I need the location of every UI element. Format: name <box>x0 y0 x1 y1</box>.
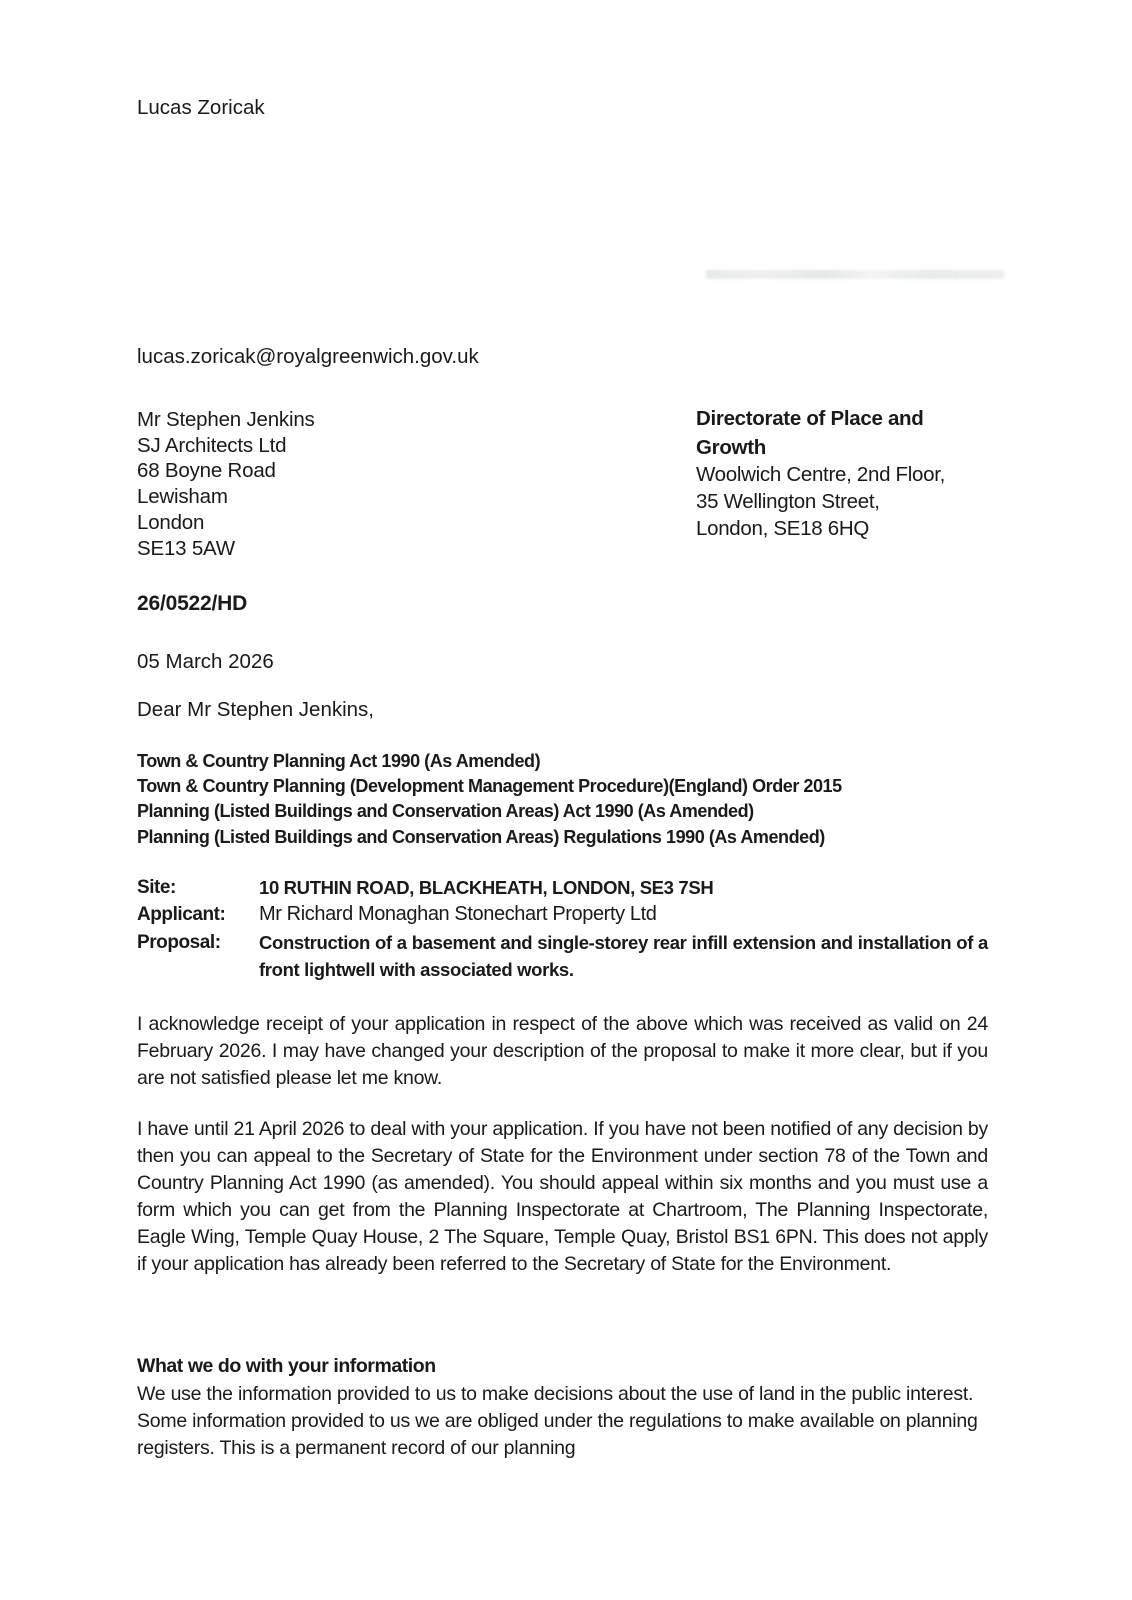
recipient-address-line: London <box>137 510 205 534</box>
recipient-address-line: SJ Architects Ltd <box>137 433 287 457</box>
site-value: 10 RUTHIN ROAD, BLACKHEATH, LONDON, SE3 7SH <box>259 877 714 898</box>
recipient-address <box>137 407 315 561</box>
appeal-paragraph: I have until 21 April 2026 to deal with your application. If you have not been notified of any decision by then you can appeal to the Secretary of State for the Environment under section 78 of the Town and Country Planning Act 1990 (as amended). You should appeal within six months and you must use a form which you can get from the Planning Inspectorate at Chartroom, The Planning Inspectorate, Eagle Wing, Temple Quay House, 2 The Square, Temple Quay, Bristol BS1 6PN. This does not apply if your application has already been referred to the Secretary of State for the Environment. <box>137 1118 988 1275</box>
application-reference: 26/0522/HD <box>137 592 248 615</box>
department-address-line: London, SE18 6HQ <box>696 516 869 540</box>
department-title: Directorate of Place and Growth <box>696 407 924 459</box>
department-address-line: Woolwich Centre, 2nd Floor, <box>696 463 946 486</box>
info-paragraph: We use the information provided to us to make decisions about the use of land in the public interest. Some information provided to us we are obliged under the regulations to make available on planning registers. This is a permanent record of our planning <box>137 1383 978 1459</box>
legislation-line: Planning (Listed Buildings and Conservation Areas) Regulations 1990 (As Amended) <box>137 826 825 847</box>
info-heading: What we do with your information <box>137 1355 436 1377</box>
legislation-line: Town & Country Planning (Development Management Procedure)(England) Order 2015 <box>137 776 842 797</box>
legislation-line: Planning (Listed Buildings and Conservation Areas) Act 1990 (As Amended) <box>137 801 754 822</box>
department-address-block <box>696 405 996 542</box>
sender-email: lucas.zoricak@royalgreenwich.gov.uk <box>137 345 479 368</box>
recipient-address-line: SE13 5AW <box>137 536 235 560</box>
applicant-label: Applicant: <box>137 904 226 926</box>
letter-date: 05 March 2026 <box>137 650 274 673</box>
recipient-address-line: 68 Boyne Road <box>137 459 276 483</box>
proposal-label: Proposal: <box>137 931 221 953</box>
legislation-block <box>137 749 1007 850</box>
faded-ghost-text <box>706 270 1004 279</box>
proposal-value: Construction of a basement and single-storey rear infill extension and installation of a front lightwell with associated works. <box>259 931 988 980</box>
site-row <box>137 874 988 901</box>
application-details <box>137 874 988 983</box>
information-section <box>137 1352 988 1462</box>
recipient-address-line: Mr Stephen Jenkins <box>137 408 315 431</box>
site-label: Site: <box>137 877 176 898</box>
department-address-line: 35 Wellington Street, <box>696 489 880 513</box>
proposal-row <box>137 929 988 984</box>
applicant-value: Mr Richard Monaghan Stonechart Property Ltd <box>259 903 657 926</box>
legislation-line: Town & Country Planning Act 1990 (As Amended) <box>137 751 541 771</box>
applicant-row <box>137 901 988 928</box>
recipient-address-line: Lewisham <box>137 485 228 509</box>
author-name: Lucas Zoricak <box>137 96 265 119</box>
salutation: Dear Mr Stephen Jenkins, <box>137 698 375 721</box>
acknowledgement-paragraph: I acknowledge receipt of your application in respect of the above which was received as valid on 24 February 2026. I may have changed your description of the proposal to make it more clear, but if you are not satisfied please let me know. <box>137 1013 988 1089</box>
